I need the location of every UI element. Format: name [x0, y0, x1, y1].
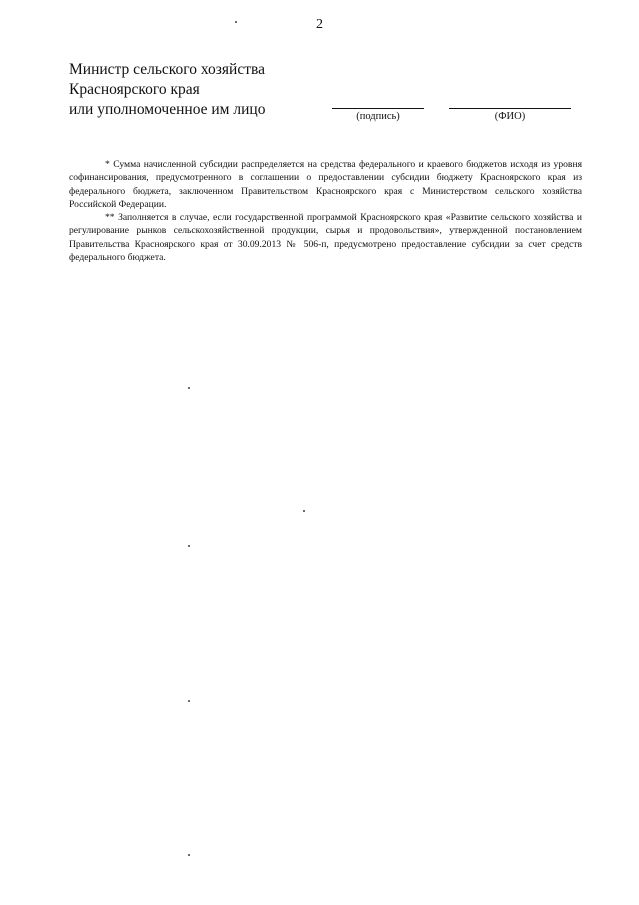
scan-speck — [303, 510, 305, 512]
name-line — [449, 92, 571, 109]
name-field — [449, 92, 571, 123]
footnotes — [69, 158, 582, 264]
footnote-1: * Сумма начисленной субсидии распределяется на средства федерального и краевого бюджетов исходя из уровня софинансирования, предусмотренного в соглашении о предоставлении субсидии бюджету Красноярского края из федерального бюджета, заключенном Правительством Красноярского края с Министерством сельского хозяйства Российской Федерации. — [69, 159, 582, 210]
signatory-line-3: или уполномоченное им лицо — [69, 101, 266, 118]
scan-speck — [235, 21, 237, 23]
scan-speck — [188, 545, 190, 547]
scan-speck — [188, 387, 190, 389]
signature-line — [332, 92, 424, 109]
signature-caption: (подпись) — [356, 111, 400, 122]
signature-field — [332, 92, 424, 123]
signatory-line-1: Министр сельского хозяйства — [69, 61, 265, 78]
footnote-2: ** Заполняется в случае, если государственной программой Красноярского края «Развитие сельского хозяйства и регулирование рынков сельскохозяйственной продукции, сырья и продовольствия», утвержденной постановлением Правительства Красноярского края от 30.09.2013 № 506-п, предусмотрено предоставление субсидии за счет средств федерального бюджета. — [69, 212, 582, 264]
scan-speck — [188, 700, 190, 702]
signatory-line-2: Красноярского края — [69, 81, 200, 98]
signatory-title — [69, 60, 265, 120]
name-caption: (ФИО) — [494, 111, 526, 122]
scan-speck — [188, 854, 190, 856]
page-number: 2 — [316, 17, 323, 32]
